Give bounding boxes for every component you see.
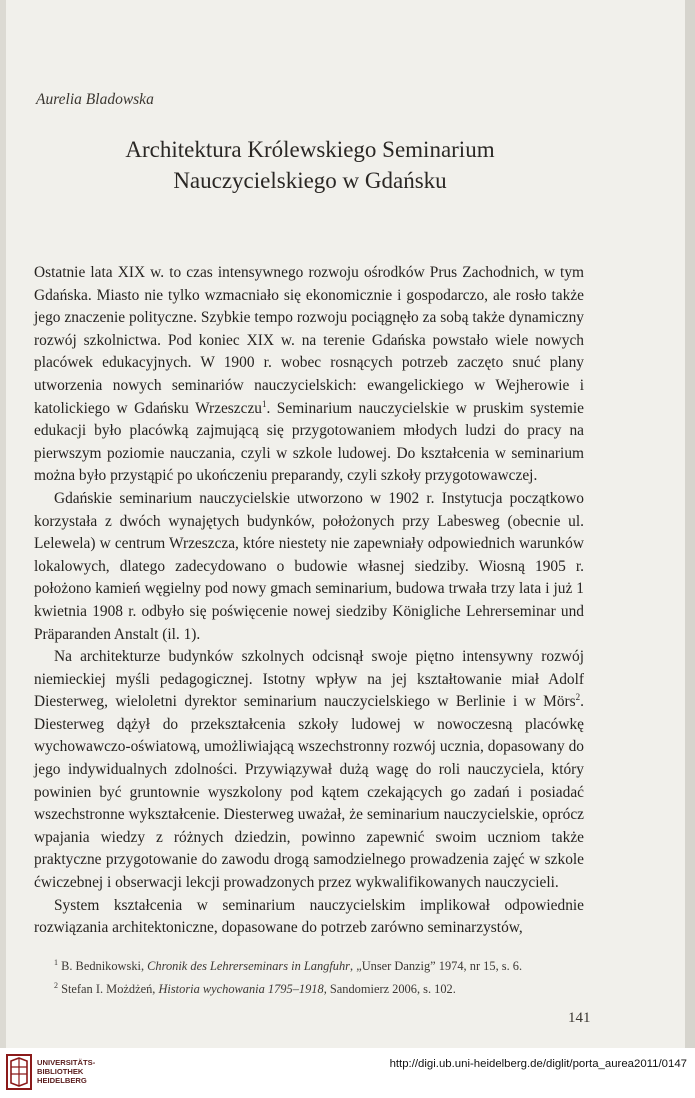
- footnote-ref-1: 1: [261, 398, 267, 409]
- logo-line-2: BIBLIOTHEK: [37, 1067, 84, 1076]
- paragraph-2: Gdańskie seminarium nauczycielskie utworzono w 1902 r. Instytucja początkowo korzystała z dwóch wynajętych budynków, położonych przy Labesweg (obecnie ul. Lelewela) w centrum Wrzeszcza, które niestety nie zapewniały odpowiednich warunków lokalowych, dlatego zadecydowano o budowie własnej siedziby. Wiosną 1905 r. położono kamień węgielny pod nowy gmach seminarium, budowa trwała trzy lata i już 1 kwietnia 1908 r. odbyło się poświęcenie nowej siedziby Königliche Lehrerseminar und Präparanden Anstalt (il. 1).: [34, 489, 584, 643]
- library-footer: [0, 1048, 695, 1098]
- paragraph-3-text-a: Na architekturze budynków szkolnych odcisnął swoje piętno intensywny rozwój niemieckiej myśli pedagogicznej. Istotny wpływ na jej kształtowanie miał Adolf Diesterweg, wieloletni dyrektor seminarium nauczycielskiego w Berlinie i w Mörs: [34, 648, 584, 711]
- title-line-1: Architektura Królewskiego Seminarium: [125, 137, 495, 162]
- logo-line-3: HEIDELBERG: [37, 1076, 87, 1085]
- page-right-edge: [685, 0, 695, 1048]
- footnote-1-details: , „Unser Danzig” 1974, nr 15, s. 6.: [350, 959, 523, 974]
- logo-line-1: UNIVERSITÄTS-: [37, 1058, 96, 1067]
- library-logo-text: [37, 1058, 95, 1085]
- footnote-1-number: 1: [54, 958, 58, 967]
- author-name: Aurelia Bladowska: [36, 91, 154, 108]
- footnote-2-author: Stefan I. Możdżeń,: [58, 982, 159, 997]
- page-number: 141: [568, 1010, 591, 1026]
- footnote-1: [54, 953, 594, 976]
- library-logo-icon: [6, 1054, 32, 1090]
- paragraph-1: [34, 262, 584, 488]
- title-line-2: Nauczycielskiego w Gdańsku: [173, 168, 447, 193]
- footnote-1-title: Chronik des Lehrerseminars in Langfuhr: [147, 959, 351, 974]
- paragraph-1-text-b: . Seminarium nauczycielskie w pruskim systemie edukacji było placówką zajmującą się przygotowaniem młodych ludzi do pracy na pierwszym poziomie nauczania, czyli w szkole ludowej. Do kształcenia w seminarium można było przystąpić po ukończeniu preparandy, czyli szkoły przygotowawczej.: [34, 399, 584, 485]
- paragraph-3-text-b: . Diesterweg dążył do przekształcenia szkoły ludowej w nowoczesną placówkę wychowawczo-oświatową, umożliwiającą wszechstronny rozwój ucznia, dopasowany do jego indywidualnych zdolności. Przywiązywał dużą wagę do roli nauczyciela, który powinien być gruntownie wyszkolony pod kątem czekających go zadań i posiadać wszechstronne wykształcenie. Diesterweg uważał, że seminarium nauczycielskie, oprócz wpajania wiedzy z różnych dziedzin, powinno zapewnić swoim uczniom także praktyczne przygotowanie do zawodu drogą samodzielnego prowadzenia zajęć w szkole ćwiczebnej i obserwacji lekcji prowadzonych przez wykwalifikowanych nauczycieli.: [34, 693, 584, 892]
- paragraph-1-text-a: Ostatnie lata XIX w. to czas intensywnego rozwoju ośrodków Prus Zachodnich, w tym Gdańska. Miasto nie tylko wzmacniało się ekonomicznie i gospodarczo, ale rosło także jego znaczenie polityczne. Szybkie tempo rozwoju pociągnęło za sobą także dynamiczny rozwój szkolnictwa. Pod koniec XIX w. na terenie Gdańska powstało wiele nowych placówek edukacyjnych. W 1900 r. wobec rosnących potrzeb zaczęto snuć plany utworzenia nowych seminariów nauczycielskich: ewangelickiego w Wejherowie i katolickiego w Gdańsku Wrzeszczu: [34, 264, 584, 417]
- footnote-2: [54, 976, 594, 999]
- footnote-ref-2: 2: [575, 692, 581, 703]
- paragraph-4: System kształcenia w seminarium nauczycielskim implikował odpowiednie rozwiązania architektoniczne, dopasowane do potrzeb zarówno seminarzystów,: [34, 896, 584, 937]
- footnote-2-title: Historia wychowania 1795–1918: [158, 982, 324, 997]
- footnote-2-details: , Sandomierz 2006, s. 102.: [323, 982, 456, 997]
- paragraph-3: [34, 646, 584, 895]
- article-title: [30, 134, 590, 196]
- article-body: [34, 262, 584, 940]
- footnotes: [54, 953, 594, 999]
- source-url-link[interactable]: http://digi.ub.uni-heidelberg.de/diglit/porta_aurea2011/0147: [389, 1058, 687, 1070]
- footnote-1-author: B. Bednikowski,: [58, 959, 148, 974]
- page-left-edge: [0, 0, 6, 1048]
- footnote-2-number: 2: [54, 981, 58, 991]
